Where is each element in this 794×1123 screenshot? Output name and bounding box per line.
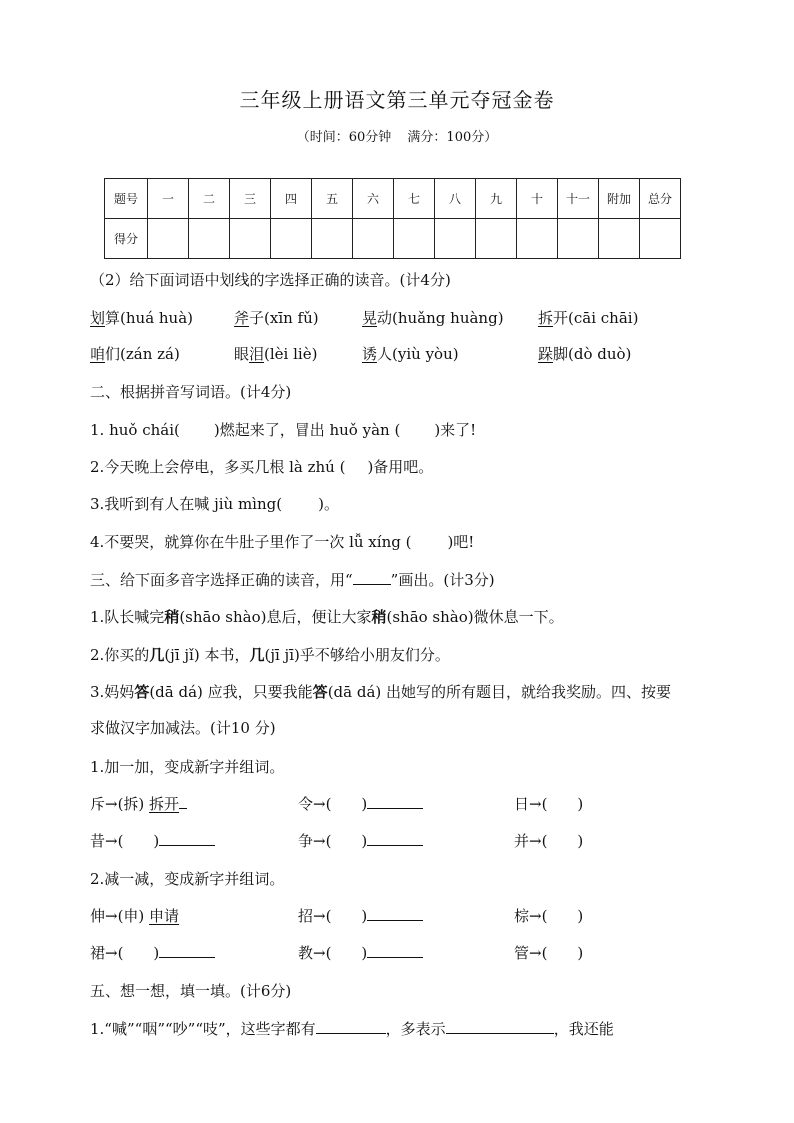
text: 招→( ) xyxy=(298,907,368,925)
text: (dā dá) 应我，只要我能 xyxy=(149,683,313,701)
s2-line-4 xyxy=(90,531,474,552)
text: 昔→( ) xyxy=(90,832,160,850)
polyphone-char: 答 xyxy=(312,683,328,701)
s4-part-1-title: 1.加一加，变成新字并组词。 xyxy=(90,758,285,776)
item-text: 人(yiù yòu) xyxy=(377,345,459,363)
text: 裙→( ) xyxy=(90,944,160,962)
text: 争→( ) xyxy=(298,832,368,850)
polyphone-char: 答 xyxy=(134,683,150,701)
text: 3.妈妈 xyxy=(90,683,135,701)
underlined-char: 拆 xyxy=(538,309,554,327)
s4-item xyxy=(90,905,179,926)
underlined-char: 斧 xyxy=(234,309,250,327)
text: 1.“喊”“咽”“吵”“吱”，这些字都有 xyxy=(90,1020,316,1038)
q2-title: （2）给下面词语中划线的字选择正确的读音。(计4分) xyxy=(90,271,451,289)
text: 教→( ) xyxy=(298,944,368,962)
underlined-char: 泪 xyxy=(249,345,265,363)
score-cell[interactable] xyxy=(558,219,599,259)
score-cell[interactable] xyxy=(394,219,435,259)
polyphone-char: 稍 xyxy=(164,608,180,626)
text: 4.不要哭，就算你在牛肚子里作了一次 lǚ xíng ( xyxy=(90,533,412,551)
item-text: 子(xīn fǔ) xyxy=(249,309,319,327)
underline-mark xyxy=(353,570,391,585)
underlined-char: 咱 xyxy=(90,345,106,363)
answer-line[interactable] xyxy=(367,831,423,846)
item-text: 动(huǎng huàng) xyxy=(377,309,504,327)
s4-item xyxy=(298,793,423,814)
answer-line[interactable] xyxy=(367,794,423,809)
s2-line-1 xyxy=(90,419,476,440)
item-text: 脚(dò duò) xyxy=(553,345,632,363)
text: (dā dá) 出她写的所有题目，就给我奖励。四、按要 xyxy=(327,683,672,701)
text: )燃起来了，冒出 huǒ yàn ( xyxy=(213,421,401,439)
s4-item xyxy=(298,905,423,926)
score-table-header: 题号 xyxy=(105,179,148,219)
score-table-header: 附加 xyxy=(599,179,640,219)
text: )吧! xyxy=(447,533,475,551)
s5-line-1 xyxy=(90,1018,614,1039)
polyphone-char: 几 xyxy=(149,646,165,664)
q2-item xyxy=(362,307,504,328)
polyphone-char: 稍 xyxy=(371,608,387,626)
score-cell[interactable] xyxy=(640,219,681,259)
answer-line[interactable] xyxy=(367,906,423,921)
text: (shāo shào)微休息一下。 xyxy=(386,608,564,626)
s2-line-3 xyxy=(90,493,339,514)
item-text: 们(zán zá) xyxy=(105,345,180,363)
score-table-header: 八 xyxy=(435,179,476,219)
score-cell[interactable] xyxy=(517,219,558,259)
score-cell[interactable] xyxy=(476,219,517,259)
score-cell[interactable] xyxy=(599,219,640,259)
s4-part-2-title: 2.减一减，变成新字并组词。 xyxy=(90,870,285,888)
text: 并→( ) xyxy=(514,832,584,850)
text: 1.队长喊完 xyxy=(90,608,165,626)
score-table-header: 三 xyxy=(230,179,271,219)
underlined-char: 划 xyxy=(90,309,106,327)
q2-item xyxy=(90,343,180,364)
text: 日→( ) xyxy=(514,795,584,813)
exam-info xyxy=(0,126,794,145)
q2-item xyxy=(234,307,319,328)
score-cell[interactable] xyxy=(353,219,394,259)
text: 三、给下面多音字选择正确的读音，用“ xyxy=(90,571,353,589)
underlined-char: 晃 xyxy=(362,309,378,327)
s2-line-2 xyxy=(90,456,433,477)
s3-line-2 xyxy=(90,644,450,665)
answer-line[interactable] xyxy=(367,943,423,958)
answer-line[interactable] xyxy=(159,943,215,958)
s4-item xyxy=(90,793,187,814)
s4-item xyxy=(514,830,583,851)
s4-item xyxy=(514,905,583,926)
answer-line[interactable] xyxy=(159,831,215,846)
text: 斥→(拆) xyxy=(90,795,150,813)
example-answer: 拆开 xyxy=(149,795,180,813)
score-table-header: 十一 xyxy=(558,179,599,219)
s4-item xyxy=(514,942,583,963)
polyphone-char: 几 xyxy=(249,646,265,664)
section-5-title: 五、想一想，填一填。(计6分) xyxy=(90,982,292,1000)
q2-item xyxy=(90,307,193,328)
score-table-header: 二 xyxy=(189,179,230,219)
q2-item xyxy=(234,343,317,364)
text: 伸→(申) xyxy=(90,907,150,925)
text: 棕→( ) xyxy=(514,907,584,925)
text: )来了! xyxy=(434,421,477,439)
score-table-header: 总分 xyxy=(640,179,681,219)
score-table-header: 六 xyxy=(353,179,394,219)
score-row-label: 得分 xyxy=(105,219,148,259)
score-table-header-row xyxy=(105,179,681,219)
text: (shāo shào)息后，便让大家 xyxy=(179,608,372,626)
s4-item xyxy=(298,942,423,963)
text: )备用吧。 xyxy=(367,458,434,476)
text: 3.我听到有人在喊 jiù mìng( xyxy=(90,495,283,513)
text: (jī jǐ) 本书， xyxy=(164,646,250,664)
text: 2.今天晚上会停电，多买几根 là zhú ( xyxy=(90,458,346,476)
text: 2.你买的 xyxy=(90,646,150,664)
q2-item xyxy=(538,343,631,364)
score-table-header: 十 xyxy=(517,179,558,219)
text: 1. huǒ chái( xyxy=(90,421,180,439)
s4-item xyxy=(514,793,583,814)
s4-item xyxy=(90,830,215,851)
underlined-char: 诱 xyxy=(362,345,378,363)
page-title: 三年级上册语文第三单元夺冠金卷 xyxy=(239,88,555,112)
exam-time: （时间：60分钟 xyxy=(296,130,392,145)
score-table-header: 七 xyxy=(394,179,435,219)
s4-item xyxy=(298,830,423,851)
answer-line[interactable] xyxy=(446,1019,554,1034)
q2-item xyxy=(538,307,638,328)
item-text: (lèi liè) xyxy=(264,345,318,363)
section-3-title xyxy=(90,569,495,590)
s3-line-4: 求做汉字加减法。(计10 分) xyxy=(90,719,276,737)
score-cell[interactable] xyxy=(148,219,189,259)
text: ，多表示 xyxy=(385,1020,446,1038)
item-text: 开(cāi chāi) xyxy=(553,309,639,327)
text: 令→( ) xyxy=(298,795,368,813)
score-cell[interactable] xyxy=(435,219,476,259)
score-cell[interactable] xyxy=(189,219,230,259)
underlined-char: 跺 xyxy=(538,345,554,363)
score-cell[interactable] xyxy=(312,219,353,259)
item-text: 算(huá huà) xyxy=(105,309,194,327)
s3-line-1 xyxy=(90,606,564,627)
s4-item xyxy=(90,942,215,963)
example-answer: 申请 xyxy=(149,907,180,925)
answer-line xyxy=(179,794,187,809)
score-table-header: 五 xyxy=(312,179,353,219)
score-table xyxy=(104,178,681,259)
score-table-header: 九 xyxy=(476,179,517,219)
score-table-header: 四 xyxy=(271,179,312,219)
item-text: 眼 xyxy=(234,345,250,363)
text: )。 xyxy=(318,495,339,513)
text: ”画出。(计3分) xyxy=(390,571,495,589)
score-table-header: 一 xyxy=(148,179,189,219)
q2-item xyxy=(362,343,459,364)
text: ，我还能 xyxy=(553,1020,614,1038)
score-cell[interactable] xyxy=(271,219,312,259)
score-cell[interactable] xyxy=(230,219,271,259)
score-table-score-row xyxy=(105,219,681,259)
text: (jī jī)乎不够给小朋友们分。 xyxy=(264,646,450,664)
exam-full-score: 满分：100分） xyxy=(407,130,498,145)
s3-line-3 xyxy=(90,681,671,702)
text: 管→( ) xyxy=(514,944,584,962)
answer-line[interactable] xyxy=(316,1019,386,1034)
section-2-title: 二、根据拼音写词语。(计4分) xyxy=(90,383,292,401)
